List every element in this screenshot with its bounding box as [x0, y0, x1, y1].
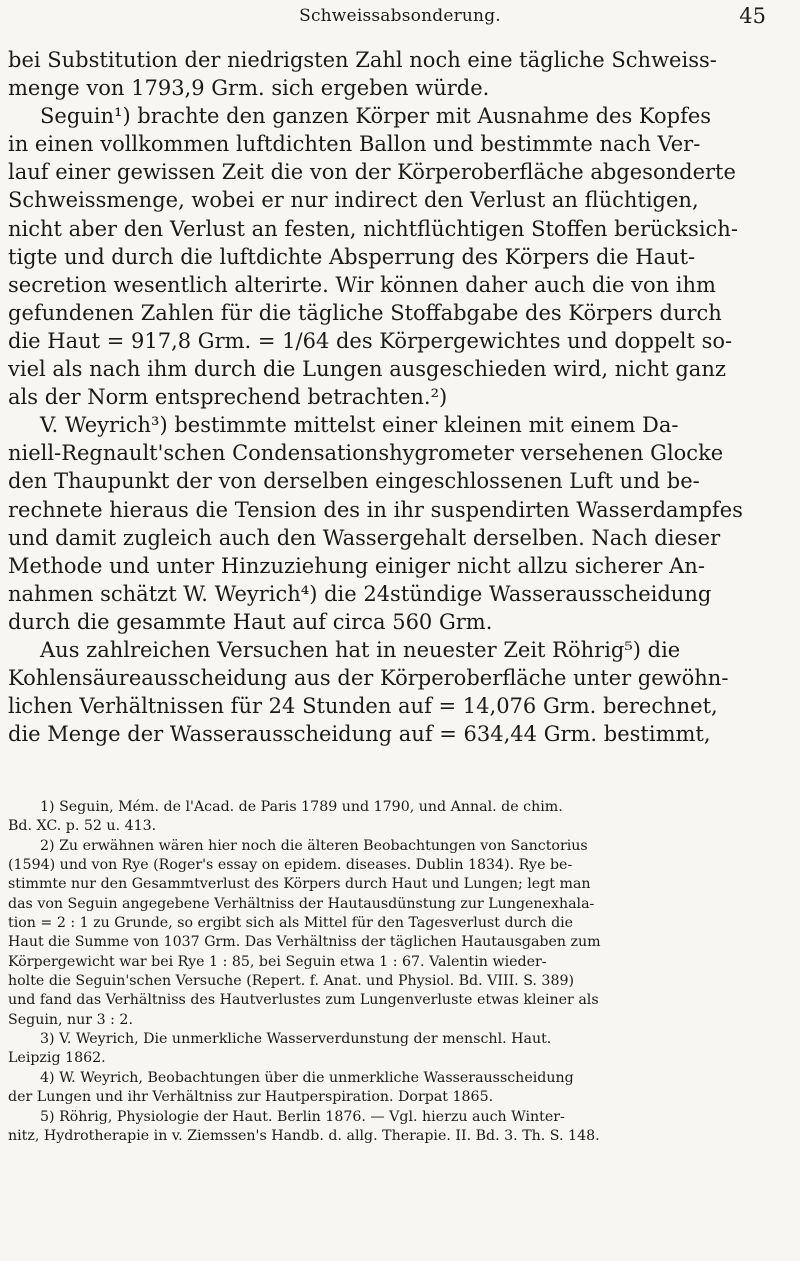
- text-line: nicht aber den Verlust an festen, nichtflüchtigen Stoffen berücksich-: [8, 216, 738, 241]
- footnote-line: Seguin, nur 3 : 2.: [8, 1011, 133, 1028]
- text-line: Methode und unter Hinzuziehung einiger nicht allzu sicherer An-: [8, 553, 705, 578]
- footnote-line: 4) W. Weyrich, Beobachtungen über die unmerkliche Wasserausscheidung: [40, 1069, 574, 1086]
- footnote-line: Körpergewicht war bei Rye 1 : 85, bei Seguin etwa 1 : 67. Valentin wieder-: [8, 953, 547, 970]
- text-line: Aus zahlreichen Versuchen hat in neuester Zeit Röhrig⁵) die: [40, 637, 681, 662]
- footnote-line: tion = 2 : 1 zu Grunde, so ergibt sich als Mittel für den Tagesverlust durch die: [8, 915, 574, 932]
- page-number: 45: [739, 4, 766, 28]
- text-line: tigte und durch die luftdichte Absperrung des Körpers die Haut-: [8, 244, 696, 269]
- running-title: Schweissabsonderung.: [299, 6, 501, 26]
- text-line: lichen Verhältnissen für 24 Stunden auf = 14,076 Grm. berechnet,: [8, 694, 718, 719]
- text-line: und damit zugleich auch den Wassergehalt derselben. Nach dieser: [8, 525, 721, 550]
- footnote-line: Haut die Summe von 1037 Grm. Das Verhältniss der täglichen Hautausgaben zum: [8, 934, 601, 951]
- text-line: niell-Regnault'schen Condensationshygrometer versehenen Glocke: [8, 441, 724, 466]
- text-line: lauf einer gewissen Zeit die von der Körperoberfläche abgesonderte: [8, 160, 736, 185]
- footnote-line: holte die Seguin'schen Versuche (Repert. f. Anat. und Physiol. Bd. VIII. S. 389): [8, 973, 575, 990]
- body-text: [8, 46, 788, 748]
- text-line: Kohlensäureausscheidung aus der Körperoberfläche unter gewöhn-: [8, 666, 729, 691]
- footnote-line: das von Seguin angegebene Verhältniss der Hautausdünstung zur Lungenexhala-: [8, 895, 595, 912]
- text-line: die Menge der Wasserausscheidung auf = 634,44 Grm. bestimmt,: [8, 722, 711, 747]
- text-line: durch die gesammte Haut auf circa 560 Grm.: [8, 609, 493, 634]
- footnote-line: 2) Zu erwähnen wären hier noch die älteren Beobachtungen von Sanctorius: [40, 837, 588, 854]
- footnotes: [8, 798, 788, 1146]
- footnote-line: nitz, Hydrotherapie in v. Ziemssen's Handb. d. allg. Therapie. II. Bd. 3. Th. S. 148.: [8, 1127, 600, 1144]
- text-line: die Haut = 917,8 Grm. = 1/64 des Körpergewichtes und doppelt so-: [8, 328, 733, 353]
- text-line: rechnete hieraus die Tension des in ihr suspendirten Wasserdampfes: [8, 497, 743, 522]
- page-header: [0, 0, 800, 38]
- footnote-line: Leipzig 1862.: [8, 1050, 106, 1067]
- text-line: bei Substitution der niedrigsten Zahl noch eine tägliche Schweiss-: [8, 48, 717, 72]
- footnote-line: Bd. XC. p. 52 u. 413.: [8, 818, 157, 835]
- footnote-line: der Lungen und ihr Verhältniss zur Hautperspiration. Dorpat 1865.: [8, 1089, 494, 1106]
- text-line: als der Norm entsprechend betrachten.²): [8, 385, 448, 410]
- text-line: Seguin¹) brachte den ganzen Körper mit Ausnahme des Kopfes: [40, 104, 712, 129]
- footnote-line: 3) V. Weyrich, Die unmerkliche Wasserverdunstung der menschl. Haut.: [40, 1031, 552, 1048]
- text-line: V. Weyrich³) bestimmte mittelst einer kleinen mit einem Da-: [40, 413, 679, 438]
- text-line: viel als nach ihm durch die Lungen ausgeschieden wird, nicht ganz: [8, 357, 726, 382]
- footnote-line: stimmte nur den Gesammtverlust des Körpers durch Haut und Lungen; legt man: [8, 876, 591, 893]
- footnote-line: 5) Röhrig, Physiologie der Haut. Berlin 1876. — Vgl. hierzu auch Winter-: [40, 1108, 565, 1125]
- footnote-line: 1) Seguin, Mém. de l'Acad. de Paris 1789 und 1790, und Annal. de chim.: [40, 799, 563, 815]
- footnote-line: und fand das Verhältniss des Hautverlustes zum Lungenverluste etwas kleiner als: [8, 992, 599, 1009]
- text-line: Schweissmenge, wobei er nur indirect den Verlust an flüchtigen,: [8, 188, 699, 213]
- text-line: menge von 1793,9 Grm. sich ergeben würde.: [8, 76, 490, 101]
- text-line: gefundenen Zahlen für die tägliche Stoffabgabe des Körpers durch: [8, 300, 722, 325]
- text-line: in einen vollkommen luftdichten Ballon und bestimmte nach Ver-: [8, 132, 701, 157]
- text-line: secretion wesentlich alterirte. Wir können daher auch die von ihm: [8, 272, 716, 297]
- footnote-line: (1594) und von Rye (Roger's essay on epidem. diseases. Dublin 1834). Rye be-: [8, 857, 573, 874]
- text-line: nahmen schätzt W. Weyrich⁴) die 24stündige Wasserausscheidung: [8, 581, 712, 606]
- text-line: den Thaupunkt der von derselben eingeschlossenen Luft und be-: [8, 469, 700, 494]
